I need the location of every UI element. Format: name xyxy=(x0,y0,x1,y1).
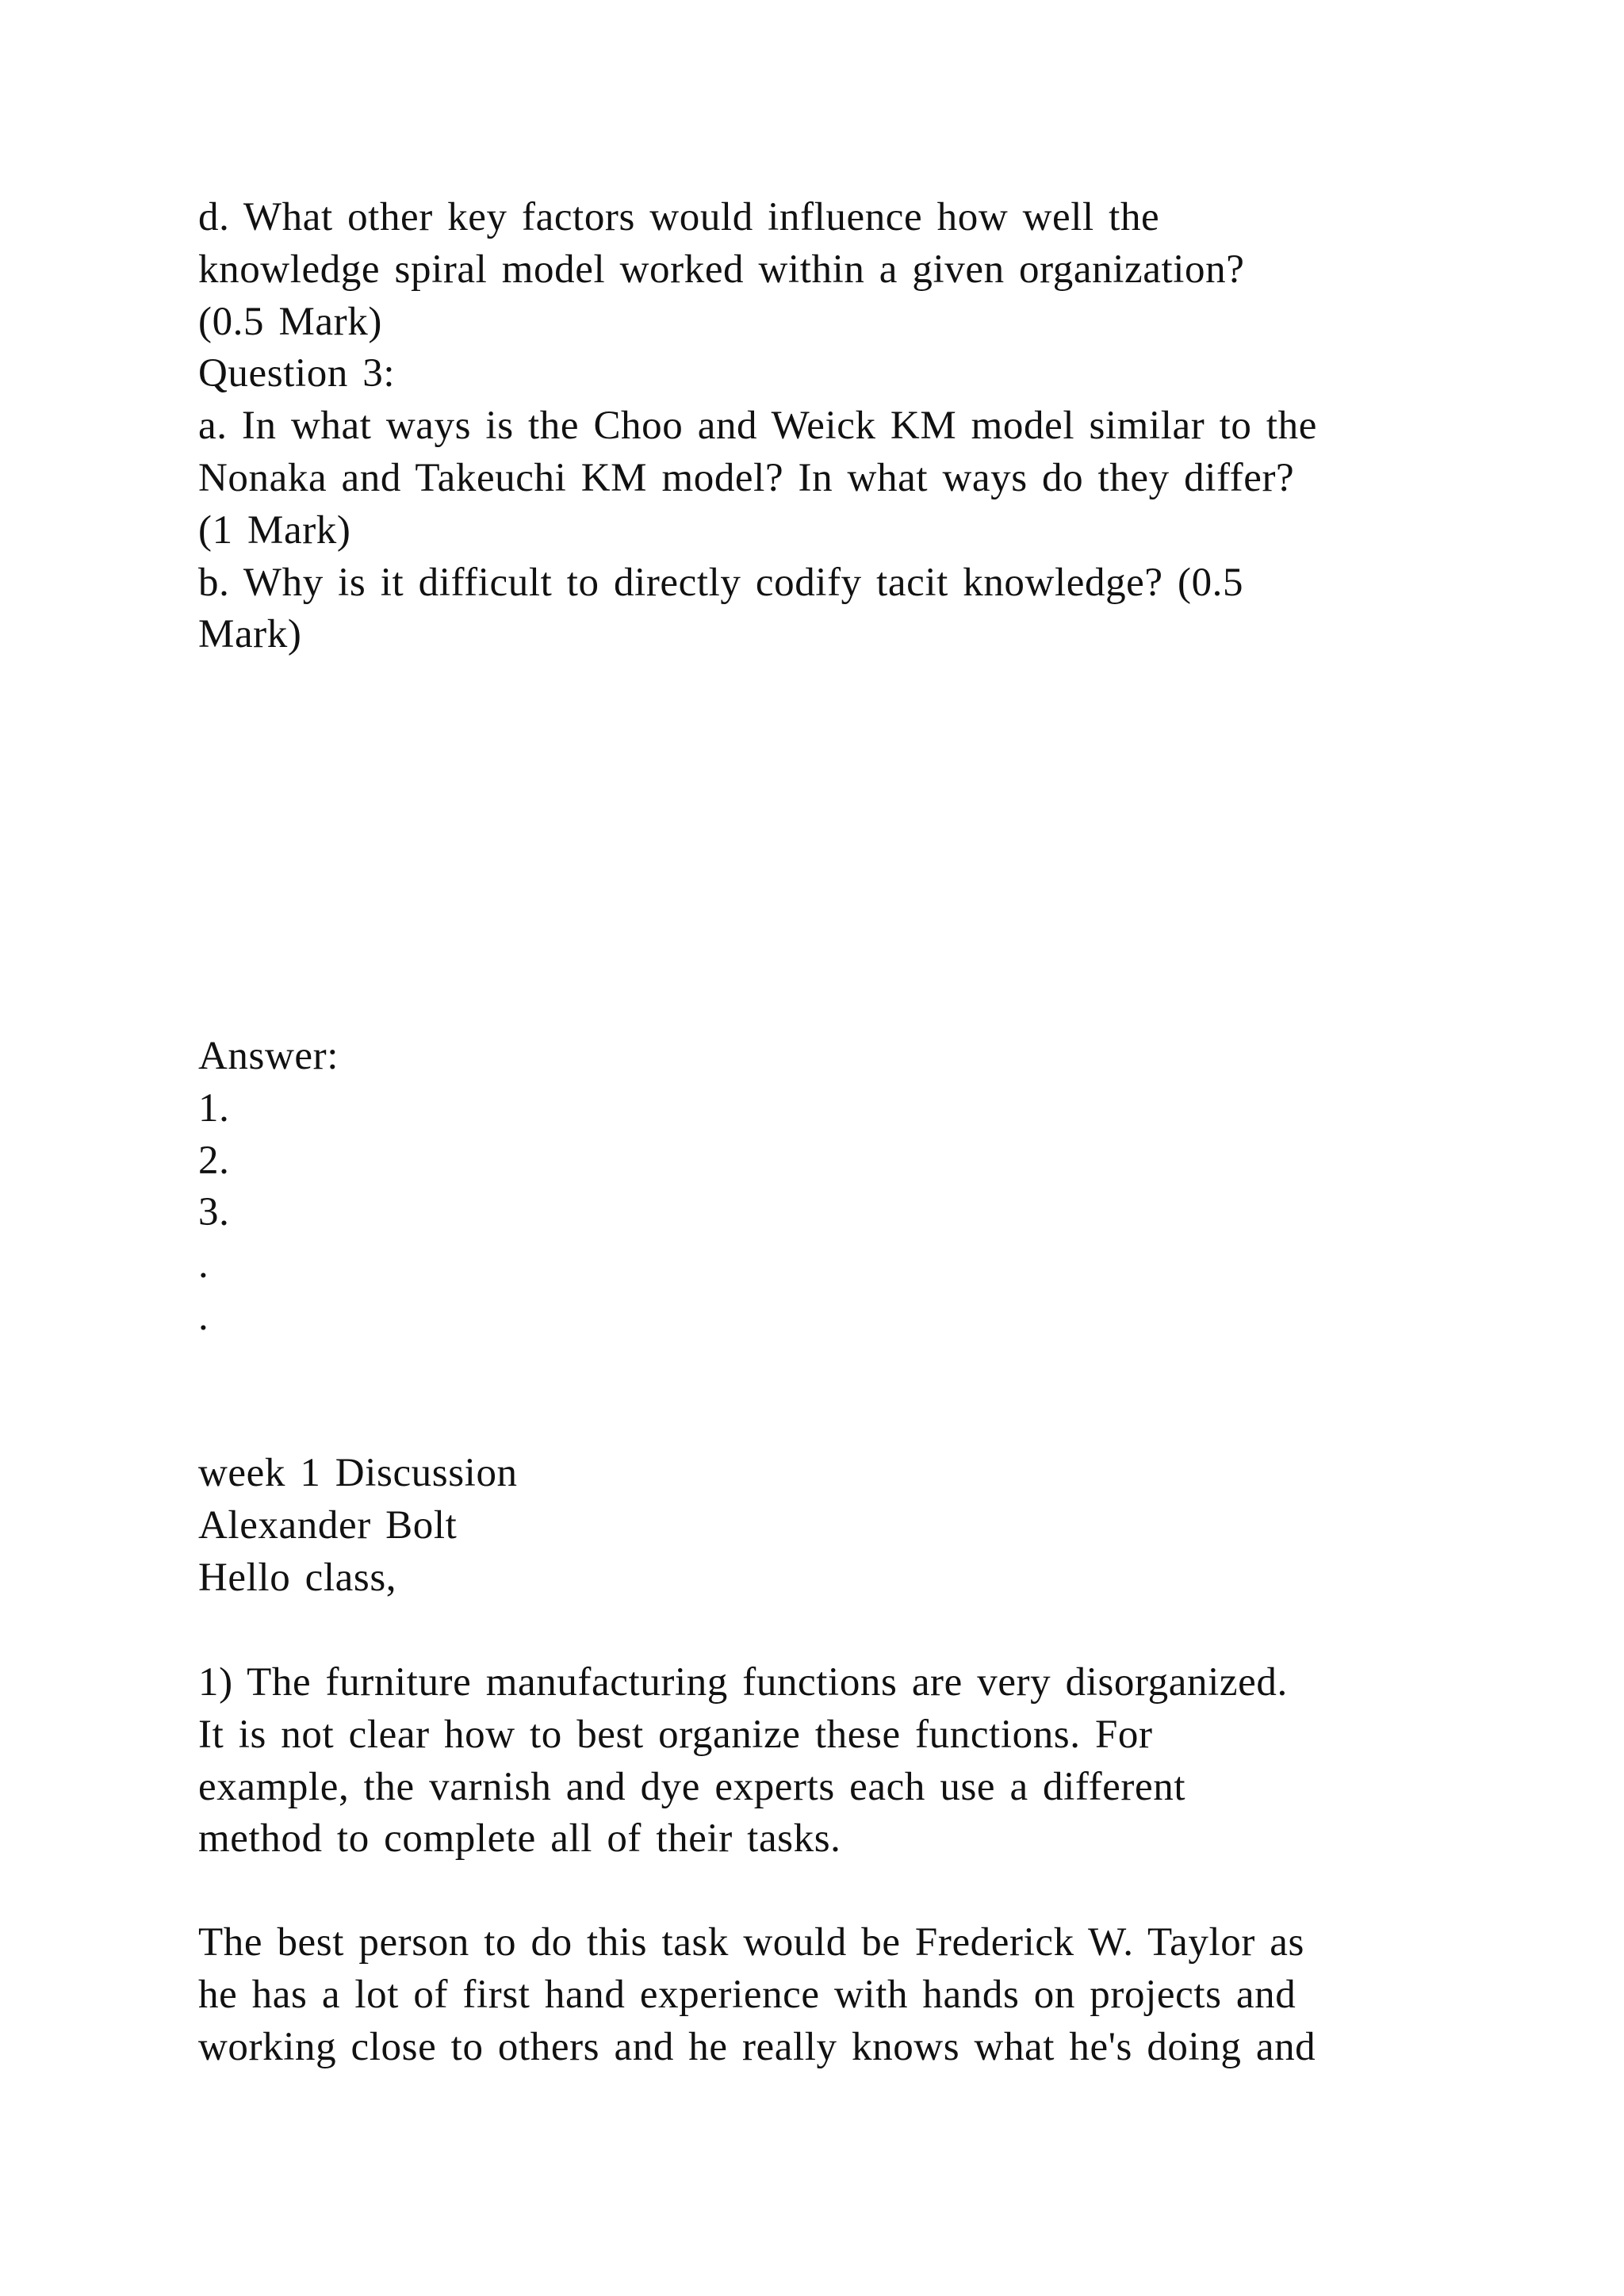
questions-section xyxy=(198,192,1467,661)
paragraph-line: The best person to do this task would be Frederick W. Taylor as xyxy=(198,1920,1304,1965)
paragraph-line: working close to others and he really knows what he's doing and xyxy=(198,2024,1316,2069)
answer-item: 3. xyxy=(198,1190,230,1235)
paragraph-1 xyxy=(198,1657,1467,1866)
question-line: (1 Mark) xyxy=(198,507,351,553)
question-line: knowledge spiral model worked within a given organization? xyxy=(198,247,1245,292)
question-heading: Question 3: xyxy=(198,351,396,396)
answer-item: . xyxy=(198,1242,209,1288)
question-line: b. Why is it difficult to directly codify tacit knowledge? (0.5 xyxy=(198,560,1244,605)
answer-heading: Answer: xyxy=(198,1034,339,1078)
question-line: (0.5 Mark) xyxy=(198,299,382,344)
answer-item: 1. xyxy=(198,1085,230,1131)
answer-item: 2. xyxy=(198,1138,230,1183)
author-name: Alexander Bolt xyxy=(198,1502,458,1548)
paragraph-line: method to complete all of their tasks. xyxy=(198,1816,841,1862)
paragraph-2 xyxy=(198,1917,1467,2073)
discussion-title: week 1 Discussion xyxy=(198,1451,518,1495)
paragraph-line: example, the varnish and dye experts each use a different xyxy=(198,1764,1186,1809)
answer-item: . xyxy=(198,1294,209,1339)
question-line: Nonaka and Takeuchi KM model? In what ways do they differ? xyxy=(198,455,1295,500)
question-line: a. In what ways is the Choo and Weick KM model similar to the xyxy=(198,404,1317,449)
greeting: Hello class, xyxy=(198,1555,397,1600)
paragraph-line: 1) The furniture manufacturing functions are very disorganized. xyxy=(198,1660,1288,1705)
discussion-header xyxy=(198,1448,1467,1604)
paragraph-line: It is not clear how to best organize these functions. For xyxy=(198,1712,1153,1757)
paragraph-line: he has a lot of first hand experience with hands on projects and xyxy=(198,1972,1297,2017)
answer-section xyxy=(198,1031,1467,1344)
question-line: d. What other key factors would influence how well the xyxy=(198,195,1160,239)
question-line: Mark) xyxy=(198,612,302,657)
